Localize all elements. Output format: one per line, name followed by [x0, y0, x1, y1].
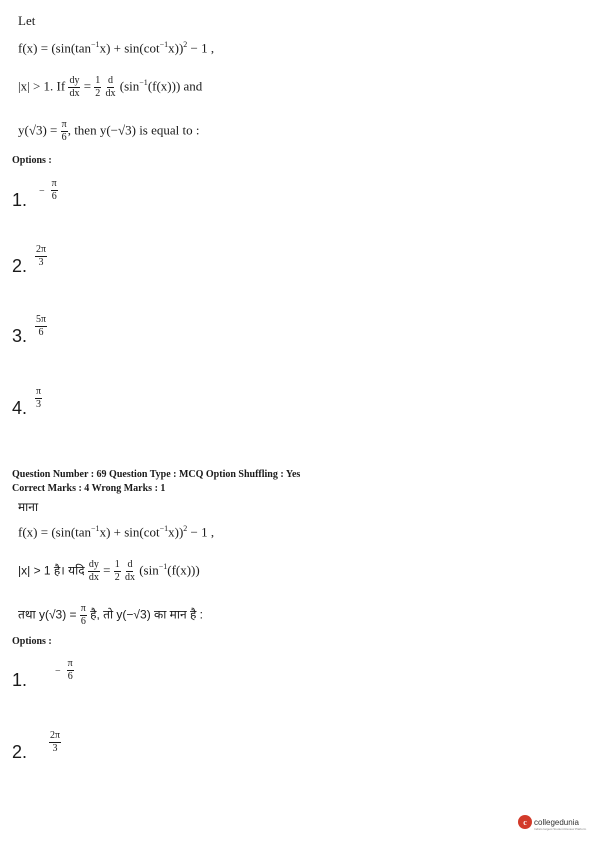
option-number: 4.	[12, 398, 28, 418]
option-sign: −	[55, 666, 61, 677]
option-fraction: $\frac{\pi}{6}$	[67, 657, 73, 682]
question-prompt-hindi: है, तो y(−√3) का मान है :	[90, 607, 204, 622]
logo-text: collegedunia	[534, 817, 579, 827]
option-item[interactable]	[12, 243, 47, 276]
option-number: 1.	[12, 670, 28, 690]
initial-condition-hindi: तथा y(√3) = $\frac{\pi}{6}$ है, तो y(−√3) का मान है :	[18, 603, 204, 627]
option-number: 1.	[12, 190, 28, 210]
option-sign: −	[39, 186, 45, 197]
pi-over-6-fraction: $\frac{\pi}{6}$	[61, 119, 67, 143]
sin-inverse-arg: (f(x))) and	[147, 78, 203, 94]
inverse-sup: −1	[159, 40, 169, 49]
option-item[interactable]	[12, 385, 42, 418]
equals-sign: =	[83, 78, 92, 94]
domain-condition: |x| > 1. If	[18, 78, 66, 94]
function-definition	[18, 40, 214, 56]
option-item[interactable]	[12, 313, 47, 346]
inverse-sup: −1	[139, 78, 148, 88]
option-fraction: $\frac{2\pi}{3}$	[50, 729, 61, 754]
options-label: Options :	[12, 155, 52, 166]
square-sup: 2	[183, 40, 188, 49]
options-label: Options :	[12, 636, 52, 647]
domain-condition-hindi: |x| > 1 है। यदि	[18, 563, 85, 578]
question-meta: Question Number : 69 Question Type : MCQ Option Shuffling : Yes	[12, 469, 301, 480]
option-number: 2.	[12, 742, 28, 762]
initial-condition	[18, 120, 200, 143]
option-item[interactable]	[12, 657, 73, 690]
tatha-label: तथा y(√3) =	[18, 607, 77, 622]
sin-inverse: (sin	[119, 78, 140, 94]
d-dx-fraction: $\frac{d}{dx}$	[105, 75, 116, 99]
option-item[interactable]	[12, 177, 57, 210]
option-fraction: $\frac{\pi}{3}$	[36, 385, 42, 410]
logo-badge-icon: c	[518, 815, 532, 829]
derivative-condition	[18, 76, 202, 99]
mana-label: माना	[18, 500, 39, 514]
option-item[interactable]	[12, 729, 61, 762]
f-expr-part1: (sin(tan	[51, 40, 92, 56]
option-number: 2.	[12, 256, 28, 276]
let-label: Let	[18, 13, 36, 28]
marks-meta: Correct Marks : 4 Wrong Marks : 1	[12, 483, 166, 494]
f-lhs: f(x) =	[18, 40, 52, 56]
dy-dx-fraction: $\frac{dy}{dx}$	[69, 75, 80, 99]
derivative-condition-hindi: |x| > 1 है। यदि $\frac{dy}{dx}$ = $\frac{1}{2}$ $\frac{d}{dx}$ $(\sin^{-1}(f(x)))$	[18, 559, 200, 583]
option-fraction: $\frac{2\pi}{3}$	[36, 243, 47, 268]
inverse-sup: −1	[91, 40, 100, 49]
half-fraction: $\frac{1}{2}$	[95, 75, 101, 99]
f-expr-part2: x) + sin(cot	[99, 40, 160, 56]
logo-tagline: India's largest Student Review Platform	[534, 827, 587, 831]
y-root3: y(√3) =	[18, 122, 58, 138]
option-fraction: $\frac{\pi}{6}$	[51, 177, 57, 202]
option-number: 3.	[12, 326, 28, 346]
f-expr-part3: x))	[168, 40, 184, 56]
question-prompt: , then y(−√3) is equal to :	[67, 122, 200, 138]
f-tail: − 1 ,	[187, 40, 215, 56]
function-definition-hindi: $f(x) = (\sin(\tan^{-1}x) + \sin(\cot^{-1}x))^2 - 1$ ,	[18, 524, 215, 540]
option-fraction: $\frac{5\pi}{6}$	[36, 313, 47, 338]
collegedunia-logo	[518, 815, 587, 831]
